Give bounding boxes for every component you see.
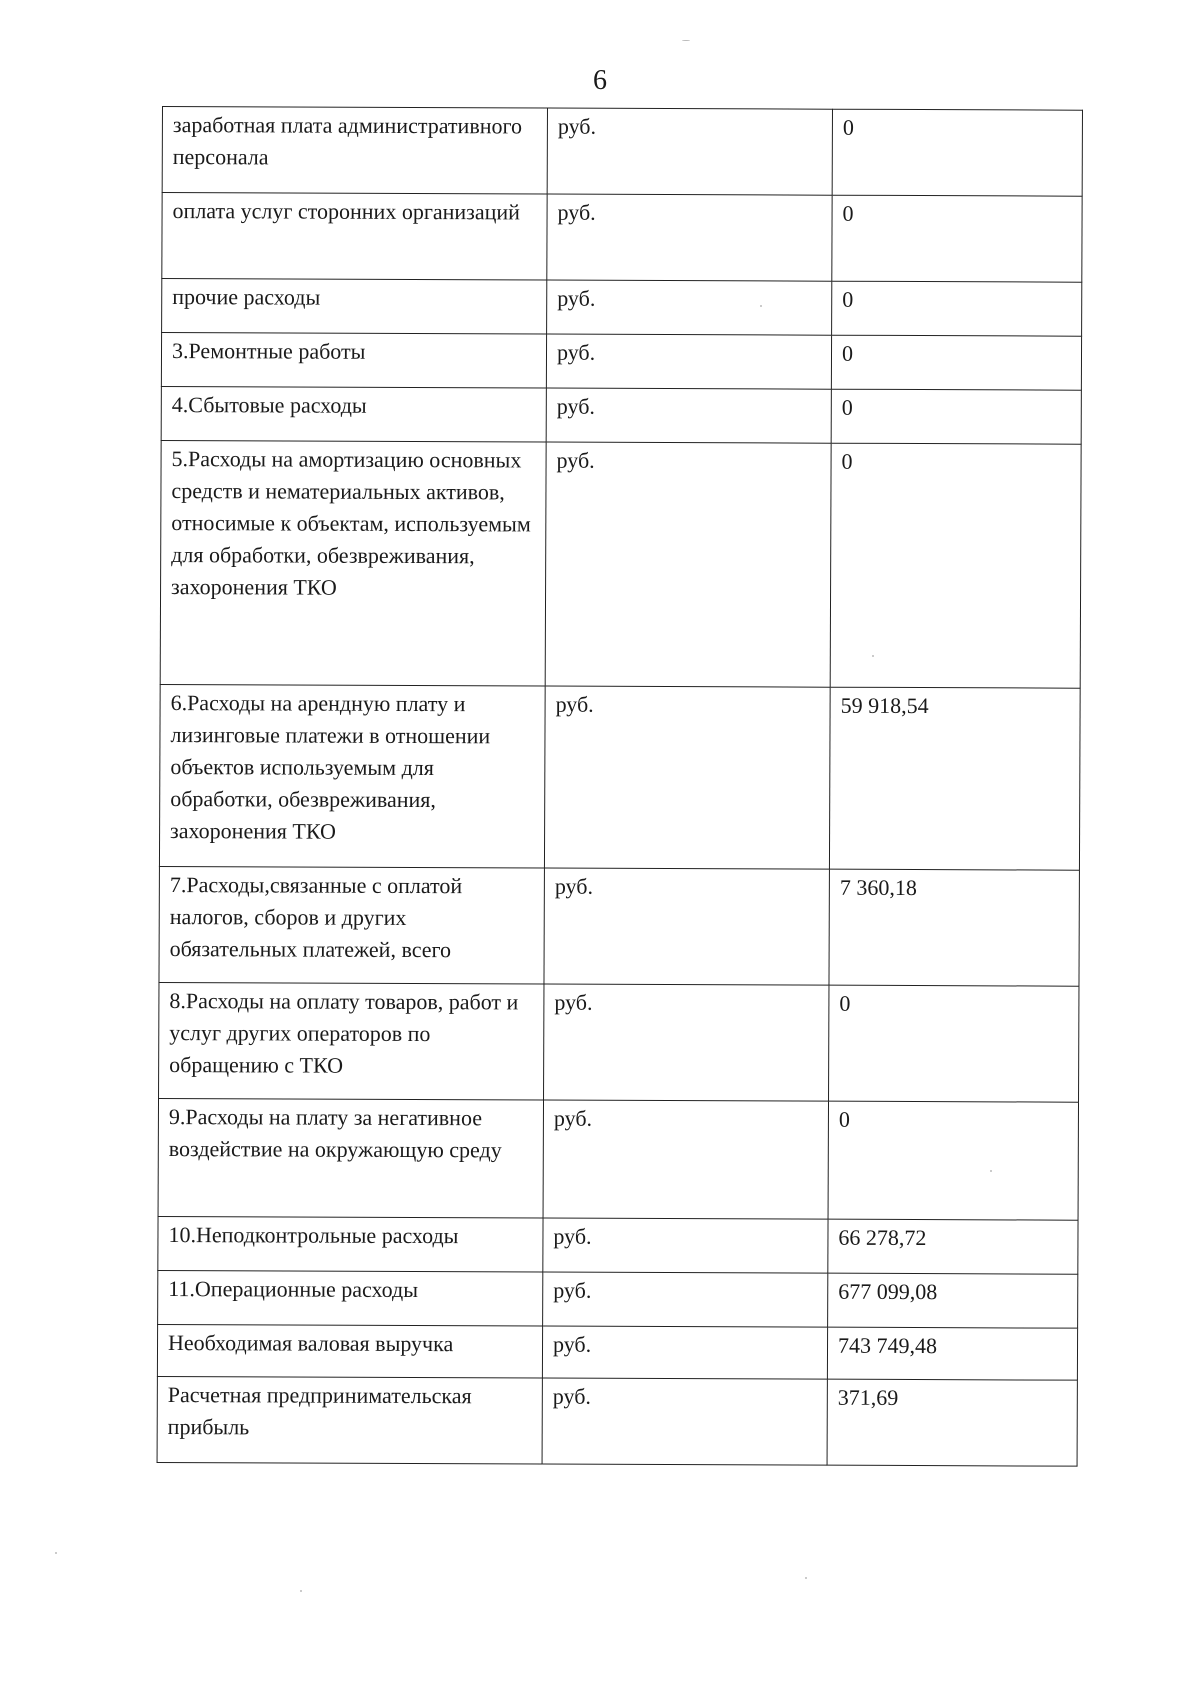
table-row — [157, 1324, 1077, 1380]
row-name-cell: Расчетная предпринимательская прибыль — [157, 1376, 542, 1464]
table-row — [162, 279, 1082, 337]
table-row — [159, 684, 1080, 870]
row-value-cell: 371,69 — [827, 1379, 1077, 1466]
row-value-cell: 0 — [831, 389, 1081, 444]
row-value-cell: 0 — [832, 281, 1082, 336]
scan-speck — [55, 1552, 57, 1554]
row-value-cell: 0 — [828, 1101, 1078, 1220]
scan-speck — [300, 1590, 302, 1592]
row-name-cell: 10.Неподконтрольные расходы — [158, 1216, 543, 1272]
row-unit-cell: руб. — [543, 1272, 828, 1327]
table-row — [158, 1098, 1078, 1220]
row-name-cell: 4.Сбытовые расходы — [161, 386, 546, 442]
row-value-cell: 677 099,08 — [828, 1273, 1078, 1328]
row-unit-cell: руб. — [543, 1100, 828, 1219]
row-unit-cell: руб. — [546, 334, 831, 389]
row-unit-cell: руб. — [543, 1218, 828, 1273]
row-value-cell: 0 — [832, 109, 1082, 196]
cost-table — [157, 106, 1083, 1467]
row-name-cell: 8.Расходы на оплату товаров, работ и услуг других операторов по обращению с ТКО — [159, 982, 544, 1100]
row-unit-cell: руб. — [545, 442, 831, 687]
table-row — [159, 982, 1079, 1102]
row-unit-cell: руб. — [542, 1378, 827, 1465]
scan-speck — [990, 1170, 992, 1172]
table-row — [161, 386, 1081, 444]
cost-table-body — [157, 107, 1082, 1467]
row-name-cell: 9.Расходы на плату за негативное воздействие на окружающую среду — [158, 1098, 543, 1218]
row-value-cell: 0 — [830, 443, 1081, 688]
row-value-cell: 0 — [829, 985, 1079, 1102]
row-unit-cell: руб. — [544, 984, 829, 1101]
row-unit-cell: руб. — [544, 868, 829, 985]
row-value-cell: 7 360,18 — [829, 869, 1079, 986]
table-row — [162, 193, 1082, 283]
row-unit-cell: руб. — [547, 280, 832, 335]
row-name-cell: оплата услуг сторонних организаций — [162, 193, 547, 281]
scan-speck — [872, 655, 874, 657]
scan-speck — [805, 1577, 807, 1579]
table-row — [159, 866, 1079, 986]
row-name-cell: 3.Ремонтные работы — [161, 333, 546, 389]
row-name-cell: 5.Расходы на амортизацию основных средств и нематериальных активов, относимые к объектам, используемым для обработки, обезвреживания, захоронения ТКО — [160, 440, 546, 686]
row-unit-cell: руб. — [547, 194, 832, 281]
row-name-cell: Необходимая валовая выручка — [157, 1324, 542, 1378]
row-unit-cell: руб. — [546, 388, 831, 443]
row-name-cell: прочие расходы — [162, 279, 547, 335]
row-name-cell: 11.Операционные расходы — [158, 1270, 543, 1326]
page-number: 6 — [593, 65, 607, 96]
table-row — [161, 333, 1081, 391]
row-unit-cell: руб. — [544, 686, 830, 869]
row-name-cell: 7.Расходы,связанные с оплатой налогов, сборов и других обязательных платежей, всего — [159, 866, 544, 984]
row-value-cell: 0 — [831, 335, 1081, 390]
table-row — [158, 1270, 1078, 1328]
table-row — [162, 107, 1082, 197]
row-name-cell: 6.Расходы на арендную плату и лизинговые платежи в отношении объектов используемым для обработки, обезвреживания, захоронения ТКО — [159, 684, 545, 868]
scan-speck — [760, 305, 762, 307]
row-unit-cell: руб. — [542, 1326, 827, 1379]
row-value-cell: 743 749,48 — [827, 1327, 1077, 1380]
row-name-cell: заработная плата административного персонала — [162, 107, 547, 195]
table-row — [160, 440, 1081, 688]
table-row — [157, 1376, 1077, 1466]
row-value-cell: 59 918,54 — [829, 687, 1080, 870]
table-row — [158, 1216, 1078, 1274]
scan-speck — [682, 40, 690, 41]
row-value-cell: 66 278,72 — [828, 1219, 1078, 1274]
row-value-cell: 0 — [832, 195, 1082, 282]
row-unit-cell: руб. — [547, 108, 832, 195]
